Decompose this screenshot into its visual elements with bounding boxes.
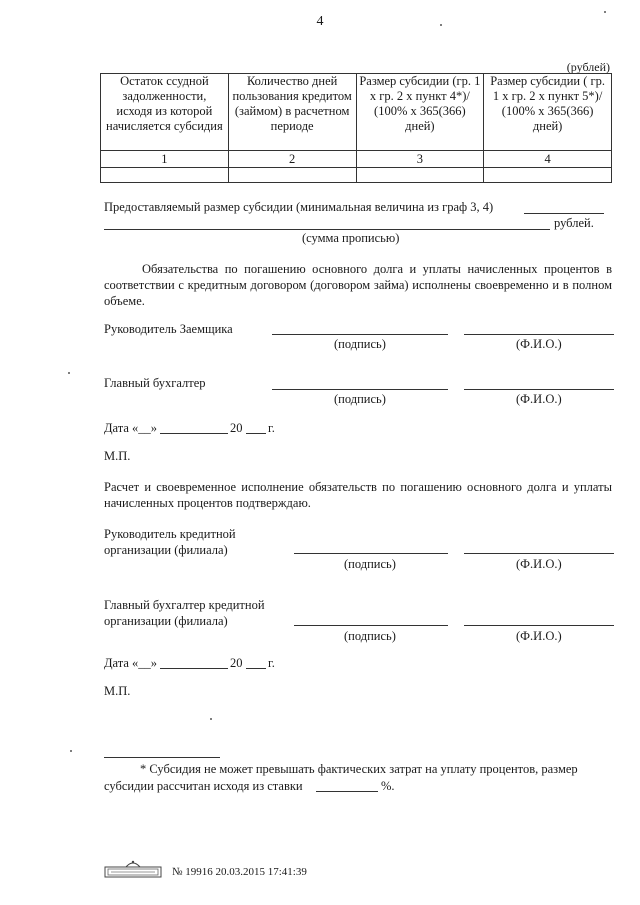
name-caption: (Ф.И.О.)	[516, 629, 562, 643]
borrower-accountant-name-line	[464, 389, 614, 390]
scan-speck	[604, 11, 606, 13]
table-column-number: 2	[228, 151, 356, 168]
table-unit: (рублей)	[566, 60, 610, 74]
subsidy-table	[100, 73, 612, 183]
footnote-separator	[104, 757, 220, 758]
bank-date-year-line	[246, 668, 266, 669]
table-header-cell: Размер субсидии ( гр. 1 х гр. 2 х пункт 5*)/ (100% х 365(366) дней)	[484, 74, 612, 151]
footnote-line2-suffix: %.	[381, 779, 395, 793]
scan-speck	[70, 750, 72, 752]
bank-accountant-name-line	[464, 625, 614, 626]
subsidy-words-blank	[104, 229, 550, 230]
subsidy-words-caption: (сумма прописью)	[302, 231, 400, 245]
table-number-row	[101, 151, 612, 168]
bank-head-label-line1: Руководитель кредитной	[104, 527, 236, 541]
table-header-cell: Размер субсидии (гр. 1 х гр. 2 х пункт 4*)/ (100% х 365(366) дней)	[356, 74, 484, 151]
confirmation-paragraph: Расчет и своевременное исполнение обязательств по погашению основного долга и уплаты начисленных процентов подтверждаю.	[104, 480, 612, 510]
signature-caption: (подпись)	[344, 629, 396, 643]
bank-head-label-line2: организации (филиала)	[104, 543, 228, 557]
borrower-accountant-label: Главный бухгалтер	[104, 376, 206, 390]
name-caption: (Ф.И.О.)	[516, 392, 562, 406]
document-registration-id: № 19916 20.03.2015 17:41:39	[172, 866, 307, 878]
name-caption: (Ф.И.О.)	[516, 557, 562, 571]
bank-date-month-line	[160, 668, 228, 669]
borrower-seal: М.П.	[104, 449, 131, 463]
page-number: 4	[316, 14, 324, 29]
bank-date-label: Дата «__»	[104, 656, 158, 670]
bank-accountant-label-line1: Главный бухгалтер кредитной	[104, 598, 265, 612]
subsidy-currency: рублей.	[554, 216, 594, 230]
scan-speck	[210, 718, 212, 720]
borrower-date-month-line	[160, 433, 228, 434]
table-header-cell: Остаток ссудной задолженности, исходя из которой начисляется субсидия	[101, 74, 229, 151]
table-cell-empty	[101, 168, 229, 183]
borrower-head-label: Руководитель Заемщика	[104, 322, 233, 336]
footnote-line1: * Субсидия не может превышать фактических затрат на уплату процентов, размер	[140, 762, 578, 776]
bank-head-name-line	[464, 553, 614, 554]
signature-caption: (подпись)	[334, 392, 386, 406]
borrower-date-year: 20	[230, 421, 243, 435]
bank-date-year: 20	[230, 656, 243, 670]
footnote-rate-blank	[316, 791, 378, 792]
signature-caption: (подпись)	[344, 557, 396, 571]
borrower-head-name-line	[464, 334, 614, 335]
bank-head-signature-line	[294, 553, 448, 554]
table-row	[101, 168, 612, 183]
table-header-row	[101, 74, 612, 151]
table-cell-empty	[484, 168, 612, 183]
table-cell-empty	[356, 168, 484, 183]
registry-stamp-icon	[104, 858, 162, 878]
borrower-accountant-signature-line	[272, 389, 448, 390]
borrower-date-year-suffix: г.	[268, 421, 275, 435]
borrower-date-year-line	[246, 433, 266, 434]
table-column-number: 4	[484, 151, 612, 168]
obligation-paragraph: Обязательства по погашению основного долга и уплаты начисленных процентов в соответствии с кредитным договором (договором займа) исполнены своевременно и в полном объеме.	[104, 262, 612, 308]
bank-seal: М.П.	[104, 684, 131, 698]
borrower-head-signature-line	[272, 334, 448, 335]
scan-speck	[440, 24, 442, 26]
subsidy-amount-blank	[524, 213, 604, 214]
signature-caption: (подпись)	[334, 337, 386, 351]
name-caption: (Ф.И.О.)	[516, 337, 562, 351]
bank-accountant-label-line2: организации (филиала)	[104, 614, 228, 628]
footnote-line2-prefix: субсидии рассчитан исходя из ставки	[104, 779, 303, 793]
table-column-number: 1	[101, 151, 229, 168]
bank-accountant-signature-line	[294, 625, 448, 626]
subsidy-amount-label: Предоставляемый размер субсидии (минимальная величина из граф 3, 4)	[104, 200, 494, 214]
table-header-cell: Количество дней пользования кредитом (займом) в расчетном периоде	[228, 74, 356, 151]
scan-speck	[68, 372, 70, 374]
bank-date-year-suffix: г.	[268, 656, 275, 670]
table-cell-empty	[228, 168, 356, 183]
table-column-number: 3	[356, 151, 484, 168]
borrower-date-label: Дата «__»	[104, 421, 158, 435]
